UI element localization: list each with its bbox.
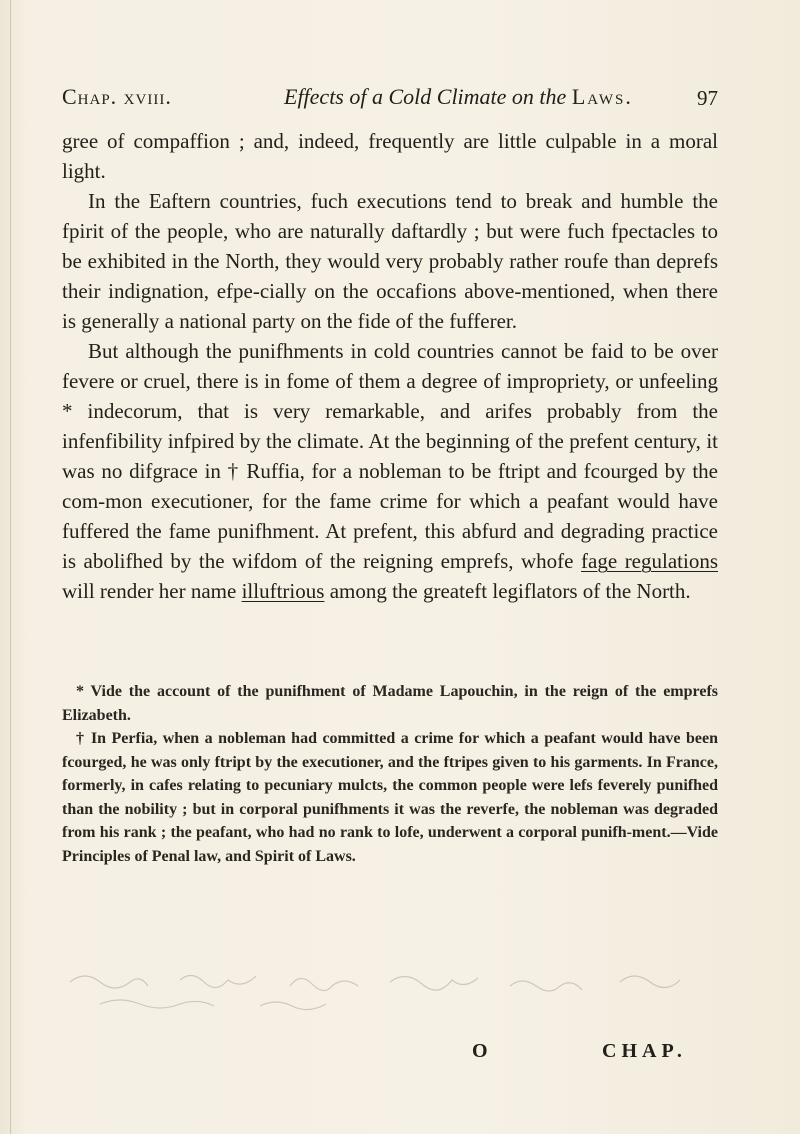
- running-title: [284, 84, 633, 110]
- chapter-label: Chap. xviii.: [62, 84, 172, 109]
- page-gutter: [10, 0, 11, 1134]
- paragraph-3: [62, 336, 718, 606]
- main-text: [62, 126, 718, 606]
- footnotes: [62, 680, 718, 868]
- handwritten-marks: [60, 952, 720, 1012]
- signature-mark: O: [472, 1040, 488, 1062]
- footnote-2: † In Perfia, when a nobleman had committed a crime for which a peafant would have been fcourged, he was only ftript by the executioner, and the ftripes given to his garments. In France, formerly, in cafes relating to pecuniary mulcts, the common people were lefs feverely punifhed than the nobility ; but in corporal punifhments it was the reverfe, the nobleman was degraded from his rank ; the peafant, who had no rank to lofe, underwent a corporal punifh-ment.—Vide Principles of Penal law, and Spirit of Laws.: [62, 730, 718, 865]
- running-header: [62, 84, 718, 116]
- page-footer: [62, 1040, 718, 1068]
- paragraph-1: gree of compaffion ; and, indeed, frequently are little culpable in a moral light.: [62, 129, 718, 183]
- paragraph-2: In the Eaftern countries, fuch executions tend to break and humble the fpirit of the people, who are naturally daftardly ; but were fuch fpectacles to be exhibited in the North, they would very probably rather roufe than deprefs their indignation, efpe-cially on the occafions above-mentioned, when there is generally a national party on the fide of the fufferer.: [62, 189, 718, 333]
- running-title-end: Laws.: [571, 84, 633, 109]
- underlined-phrase-2: illuftrious: [241, 579, 325, 603]
- running-title-text: Effects of a Cold Climate on the: [284, 84, 567, 109]
- footnote-1: * Vide the account of the punifhment of Madame Lapouchin, in the reign of the emprefs Elizabeth.: [62, 683, 718, 724]
- paragraph-3-text: But although the punifhments in cold countries cannot be faid to be over fevere or cruel, there is in fome of them a degree of impropriety, or unfeeling * indecorum, that is very remarkable, and arifes probably from the infenfibility infpired by the climate. At the beginning of the prefent century, it was no difgrace in † Ruffia, for a nobleman to be ftript and fcourged by the com-mon executioner, for the fame crime for which a peafant would have fuffered the fame punifhment. At prefent, this abfurd and degrading practice is abolifhed by the wifdom of the reigning emprefs, whofe: [62, 339, 718, 573]
- paragraph-3-middle: will render her name: [62, 579, 242, 603]
- underlined-phrase-1: fage regulations: [581, 549, 718, 573]
- catchword: CHAP.: [602, 1040, 687, 1062]
- paragraph-3-tail: among the greateft legiflators of the North.: [324, 579, 691, 603]
- page-number: 97: [697, 86, 718, 110]
